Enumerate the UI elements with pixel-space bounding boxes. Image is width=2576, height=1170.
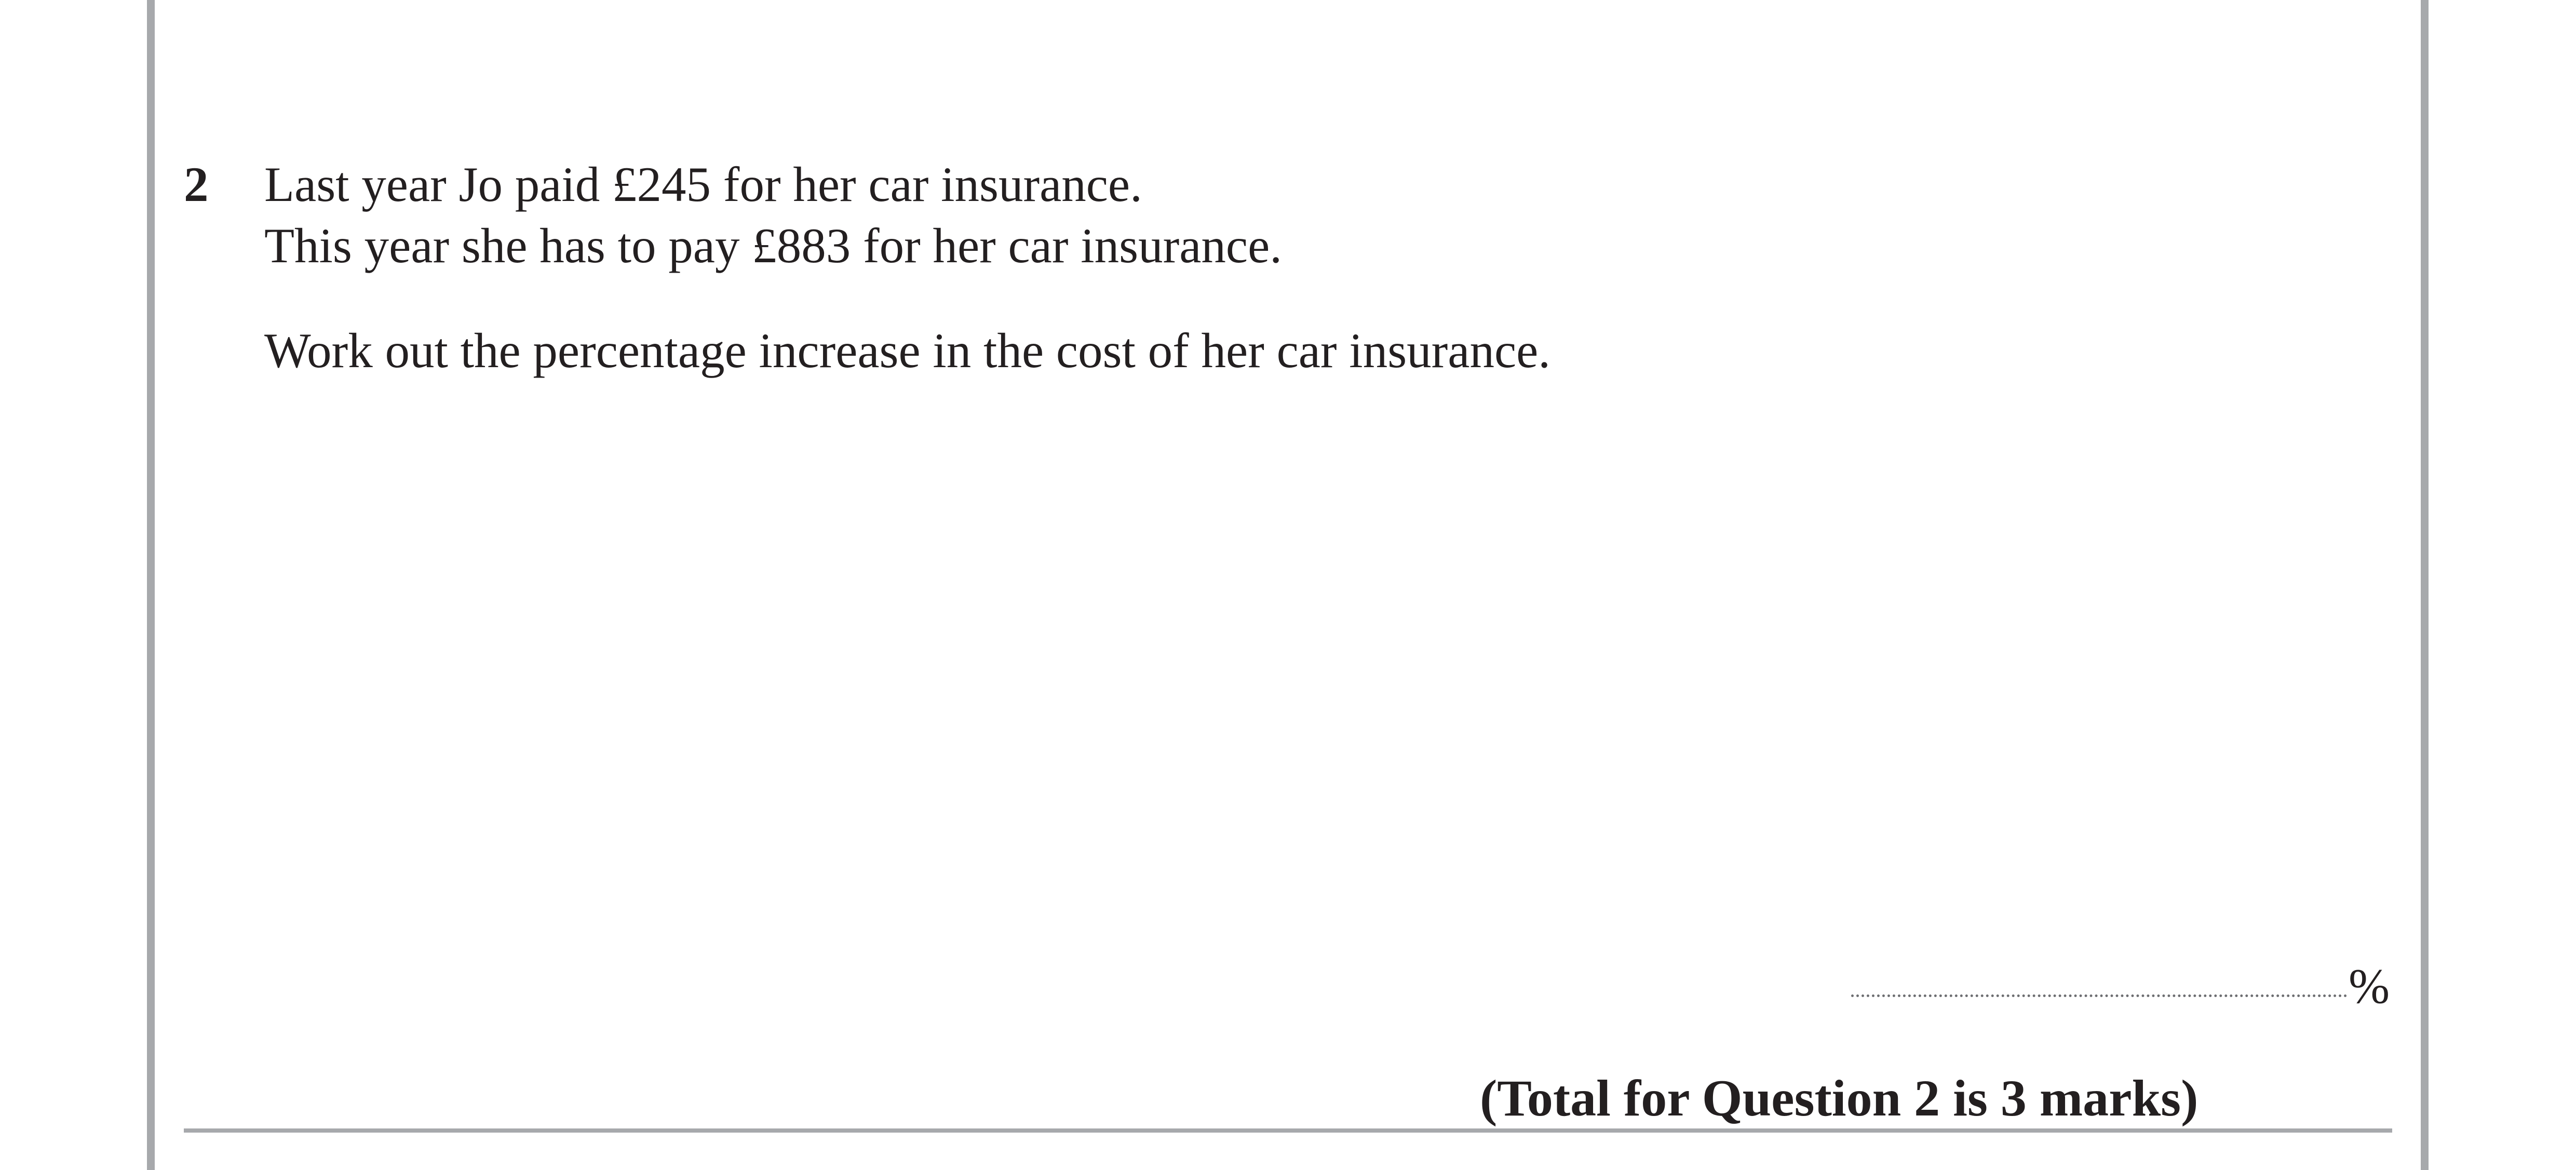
- question-line-2: This year she has to pay £883 for her car insurance.: [264, 218, 1282, 273]
- answer-dotted-line[interactable]: [1851, 994, 2347, 997]
- answer-unit-label: %: [2349, 959, 2390, 1014]
- left-margin-bar: [147, 0, 155, 1170]
- question-number: 2: [184, 157, 209, 212]
- question-line-1: Last year Jo paid £245 for her car insurance.: [264, 157, 1142, 212]
- total-marks: (Total for Question 2 is 3 marks): [1480, 1069, 2199, 1127]
- question-instruction: Work out the percentage increase in the cost of her car insurance.: [264, 323, 1551, 378]
- right-margin-bar: [2421, 0, 2429, 1170]
- question-divider: [184, 1128, 2392, 1133]
